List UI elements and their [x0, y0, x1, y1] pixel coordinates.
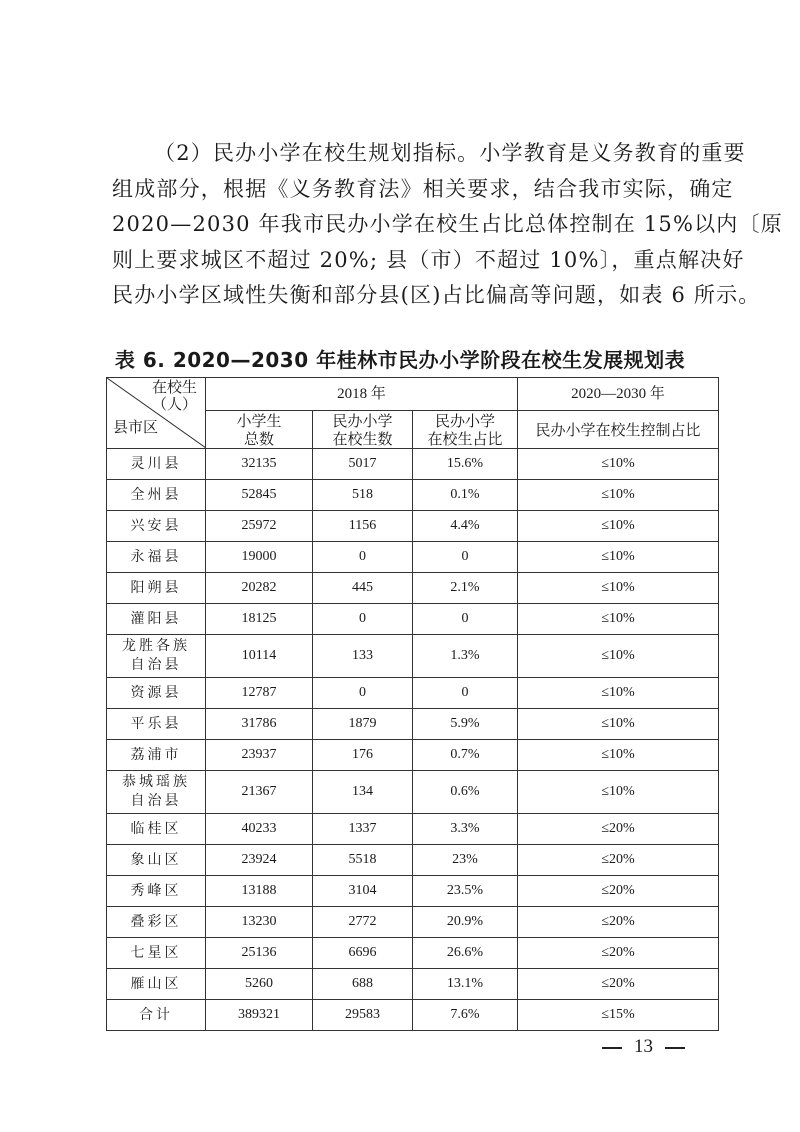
total-students: 20282	[206, 573, 313, 604]
district-name: 雁山区	[107, 969, 206, 1000]
table-row	[107, 740, 719, 771]
table-row	[107, 1000, 719, 1031]
district-name: 七星区	[107, 938, 206, 969]
private-share: 5.9%	[413, 709, 518, 740]
total-students: 18125	[206, 604, 313, 635]
private-students: 0	[313, 604, 413, 635]
private-share: 7.6%	[413, 1000, 518, 1031]
total-students: 5260	[206, 969, 313, 1000]
table-row	[107, 604, 719, 635]
district-name: 恭城瑶族 自治县	[107, 771, 206, 814]
total-students: 19000	[206, 542, 313, 573]
table-row	[107, 876, 719, 907]
private-students: 1337	[313, 814, 413, 845]
paragraph-line: 民办小学区域性失衡和部分县(区)占比偏高等问题，如表 6 所示。	[112, 283, 761, 307]
target-share: ≤20%	[518, 969, 719, 1000]
private-share: 0.7%	[413, 740, 518, 771]
private-students: 133	[313, 635, 413, 678]
target-share: ≤20%	[518, 814, 719, 845]
total-students: 10114	[206, 635, 313, 678]
paragraph-line: 则上要求城区不超过 20%; 县（市）不超过 10%〕，重点解决好	[112, 247, 745, 272]
total-students: 13230	[206, 907, 313, 938]
private-share: 0	[413, 542, 518, 573]
table-row	[107, 480, 719, 511]
corner-top-unit: （人）	[151, 395, 197, 413]
private-share: 13.1%	[413, 969, 518, 1000]
private-students: 6696	[313, 938, 413, 969]
target-share: ≤10%	[518, 635, 719, 678]
total-students: 52845	[206, 480, 313, 511]
private-share: 2.1%	[413, 573, 518, 604]
total-students: 25972	[206, 511, 313, 542]
total-students: 13188	[206, 876, 313, 907]
district-name: 荔浦市	[107, 740, 206, 771]
total-students: 21367	[206, 771, 313, 814]
total-students: 23937	[206, 740, 313, 771]
district-name: 灵川县	[107, 449, 206, 480]
group-header-2018: 2018 年	[206, 378, 518, 411]
target-share: ≤10%	[518, 480, 719, 511]
private-students: 3104	[313, 876, 413, 907]
table-row	[107, 678, 719, 709]
target-share: ≤20%	[518, 876, 719, 907]
total-students: 23924	[206, 845, 313, 876]
table-row	[107, 814, 719, 845]
enrollment-plan-table	[106, 377, 719, 1031]
table-caption: 表 6. 2020—2030 年桂林市民办小学阶段在校生发展规划表	[114, 348, 686, 372]
private-share: 23%	[413, 845, 518, 876]
private-share: 1.3%	[413, 635, 518, 678]
target-share: ≤15%	[518, 1000, 719, 1031]
private-share: 26.6%	[413, 938, 518, 969]
district-name: 阳朔县	[107, 573, 206, 604]
total-students: 31786	[206, 709, 313, 740]
total-students: 25136	[206, 938, 313, 969]
paragraph-line: 组成部分，根据《义务教育法》相关要求，结合我市实际，确定	[112, 176, 734, 201]
dash-left	[602, 1047, 622, 1049]
col-header-private: 民办小学 在校生数	[313, 411, 413, 449]
table-row	[107, 449, 719, 480]
corner-header	[107, 378, 206, 449]
private-share: 23.5%	[413, 876, 518, 907]
total-students: 40233	[206, 814, 313, 845]
table-row	[107, 635, 719, 678]
table-row	[107, 907, 719, 938]
district-name: 龙胜各族 自治县	[107, 635, 206, 678]
col-header-total: 小学生 总数	[206, 411, 313, 449]
district-name: 合计	[107, 1000, 206, 1031]
private-students: 134	[313, 771, 413, 814]
district-name: 永福县	[107, 542, 206, 573]
private-share: 0	[413, 604, 518, 635]
district-name: 资源县	[107, 678, 206, 709]
target-share: ≤10%	[518, 771, 719, 814]
paragraph-line: （2）民办小学在校生规划指标。小学教育是义务教育的重要	[154, 141, 746, 165]
private-share: 3.3%	[413, 814, 518, 845]
private-share: 0.1%	[413, 480, 518, 511]
target-share: ≤10%	[518, 740, 719, 771]
district-name: 平乐县	[107, 709, 206, 740]
private-share: 20.9%	[413, 907, 518, 938]
corner-bottom-label: 县市区	[113, 418, 159, 436]
table-row	[107, 845, 719, 876]
table-row	[107, 573, 719, 604]
target-share: ≤10%	[518, 449, 719, 480]
dash-right	[665, 1047, 685, 1049]
private-students: 518	[313, 480, 413, 511]
district-name: 象山区	[107, 845, 206, 876]
district-name: 灌阳县	[107, 604, 206, 635]
private-students: 445	[313, 573, 413, 604]
private-students: 2772	[313, 907, 413, 938]
private-share: 15.6%	[413, 449, 518, 480]
private-students: 688	[313, 969, 413, 1000]
target-share: ≤10%	[518, 604, 719, 635]
total-students: 32135	[206, 449, 313, 480]
page-number: 13	[590, 1036, 697, 1058]
corner-top-label: 在校生	[151, 378, 197, 396]
district-name: 叠彩区	[107, 907, 206, 938]
district-name: 全州县	[107, 480, 206, 511]
district-name: 秀峰区	[107, 876, 206, 907]
table-row	[107, 969, 719, 1000]
district-name: 临桂区	[107, 814, 206, 845]
target-share: ≤20%	[518, 907, 719, 938]
target-share: ≤10%	[518, 709, 719, 740]
target-share: ≤10%	[518, 678, 719, 709]
private-students: 5017	[313, 449, 413, 480]
private-students: 29583	[313, 1000, 413, 1031]
col-header-target: 民办小学在校生控制占比	[518, 411, 719, 449]
group-header-plan: 2020—2030 年	[518, 378, 719, 411]
private-share: 4.4%	[413, 511, 518, 542]
private-students: 1156	[313, 511, 413, 542]
district-name: 兴安县	[107, 511, 206, 542]
body-paragraph	[112, 136, 783, 314]
table-row	[107, 771, 719, 814]
target-share: ≤20%	[518, 845, 719, 876]
private-students: 176	[313, 740, 413, 771]
total-students: 389321	[206, 1000, 313, 1031]
private-students: 1879	[313, 709, 413, 740]
col-header-share: 民办小学 在校生占比	[413, 411, 518, 449]
paragraph-line: 2020—2030 年我市民办小学在校生占比总体控制在 15%以内〔原	[112, 212, 783, 236]
private-share: 0	[413, 678, 518, 709]
target-share: ≤10%	[518, 542, 719, 573]
table-row	[107, 511, 719, 542]
private-students: 0	[313, 542, 413, 573]
target-share: ≤20%	[518, 938, 719, 969]
private-students: 5518	[313, 845, 413, 876]
table-row	[107, 938, 719, 969]
table-row	[107, 542, 719, 573]
target-share: ≤10%	[518, 573, 719, 604]
table-row	[107, 709, 719, 740]
private-share: 0.6%	[413, 771, 518, 814]
total-students: 12787	[206, 678, 313, 709]
private-students: 0	[313, 678, 413, 709]
target-share: ≤10%	[518, 511, 719, 542]
